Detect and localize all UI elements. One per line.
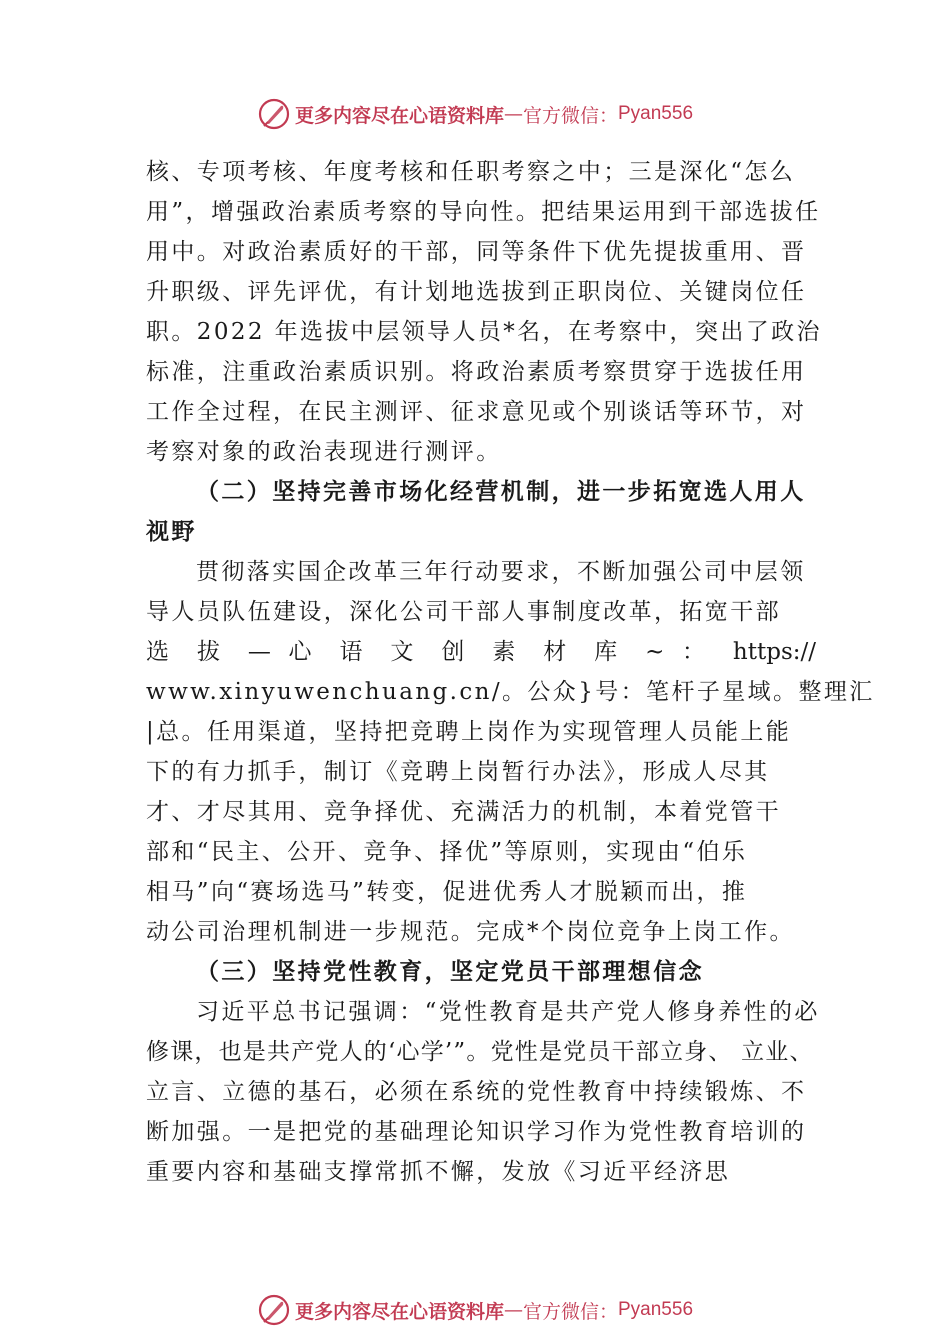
banner-separator: — bbox=[503, 103, 523, 125]
section-heading-3: （三）坚持党性教育，坚定党员干部理想信念 bbox=[196, 958, 704, 985]
banner-wechat-label: 官方微信： bbox=[522, 1300, 618, 1323]
text-line: 习近平总书记强调：“党性教育是共产党人修身养性的必 bbox=[196, 999, 820, 1025]
text-line: 用中。对政治素质好的干部，同等条件下优先提拔重用、晋 bbox=[146, 239, 807, 265]
text-line: |总。任用渠道，坚持把竞聘上岗作为实现管理人员能上能 bbox=[146, 719, 792, 745]
heading-line: （二）坚持完善市场化经营机制，进一步拓宽选人用人 bbox=[196, 478, 806, 505]
text-line: 立言、立德的基石，必须在系统的党性教育中持续锻炼、不 bbox=[146, 1079, 807, 1105]
header-banner bbox=[0, 94, 950, 134]
banner-separator: — bbox=[503, 1299, 523, 1321]
text-line: 工作全过程，在民主测评、征求意见或个别谈话等环节，对 bbox=[146, 399, 807, 425]
banner-brand: 更多内容尽在心语资料库 bbox=[294, 1300, 504, 1323]
banner-wechat-id: Pyan556 bbox=[618, 103, 694, 124]
paragraph-1 bbox=[146, 152, 822, 472]
text-line: 相马”向“赛场选马”转变，促进优秀人才脱颖而出，推 bbox=[146, 879, 748, 905]
text-line: 部和“民主、公开、竞争、择优”等原则，实现由“伯乐 bbox=[146, 839, 748, 865]
text-line: 标准，注重政治素质识别。将政治素质考察贯穿于选拔任用 bbox=[146, 359, 807, 385]
quill-pen-logo-icon bbox=[257, 97, 291, 131]
banner-wechat-id: Pyan556 bbox=[618, 1299, 694, 1320]
heading-line: 视野 bbox=[146, 518, 197, 545]
section-heading-2 bbox=[146, 472, 816, 552]
quill-pen-logo-icon bbox=[257, 1293, 291, 1327]
banner-wechat-label: 官方微信： bbox=[522, 104, 618, 127]
text-line: 下的有力抓手，制订《竞聘上岗暂行办法》，形成人尽其 bbox=[146, 759, 770, 785]
banner-brand: 更多内容尽在心语资料库 bbox=[294, 104, 504, 127]
document-body bbox=[146, 152, 875, 1192]
text-line: 重要内容和基础支撑常抓不懈，发放《习近平经济思 bbox=[146, 1159, 731, 1185]
text-line: 断加强。一是把党的基础理论知识学习作为党性教育培训的 bbox=[146, 1119, 807, 1145]
paragraph-2 bbox=[146, 552, 875, 952]
text-line: 职。2022 年选拔中层领导人员*名，在考察中，突出了政治 bbox=[146, 319, 822, 345]
footer-banner bbox=[0, 1290, 950, 1330]
text-line: 贯彻落实国企改革三年行动要求，不断加强公司中层领 bbox=[196, 559, 806, 585]
text-line: 考察对象的政治表现进行测评。 bbox=[146, 439, 502, 465]
text-line: 选 拔 — 心 语 文 创 素 材 库 ~ ： https:// bbox=[146, 639, 816, 665]
text-line: 动公司治理机制进一步规范。完成*个岗位竞争上岗工作。 bbox=[146, 919, 795, 945]
text-line: 导人员队伍建设，深化公司干部人事制度改革，拓宽干部 bbox=[146, 599, 781, 625]
paragraph-3 bbox=[146, 992, 820, 1192]
text-line: 才、才尽其用、竞争择优、充满活力的机制，本着党管干 bbox=[146, 799, 781, 825]
text-line: 用”，增强政治素质考察的导向性。把结果运用到干部选拔任 bbox=[146, 199, 821, 225]
text-line: www.xinyuwenchuang.cn/。公众}号：笔杆子星域。整理汇 bbox=[146, 679, 875, 705]
text-line: 修课，也是共产党人的‘心学’”。党性是党员干部立身、 立业、 bbox=[146, 1039, 814, 1065]
text-line: 升职级、评先评优，有计划地选拔到正职岗位、关键岗位任 bbox=[146, 279, 807, 305]
text-line: 核、专项考核、年度考核和任职考察之中；三是深化“怎么 bbox=[146, 159, 796, 185]
